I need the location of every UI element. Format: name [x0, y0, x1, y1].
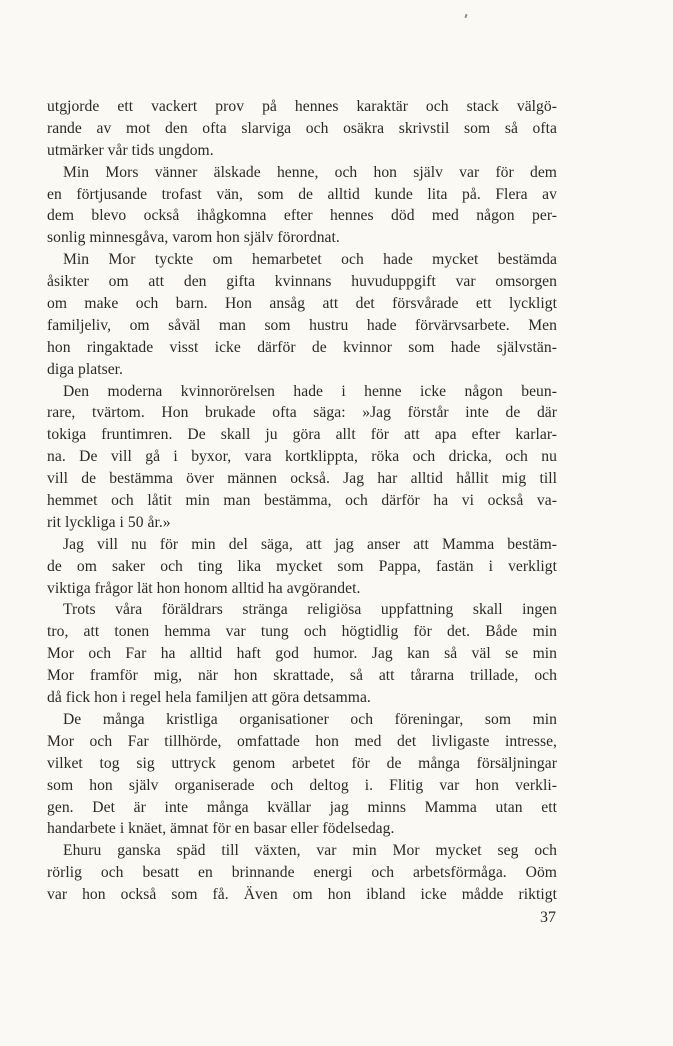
text-line: åsikter om att den gifta kvinnans huvuduppgift var omsorgen [47, 273, 557, 291]
text-line: rare, tvärtom. Hon brukade ofta säga: »Jag förstår inte de där [47, 404, 557, 422]
body-text [47, 96, 557, 906]
text-line: De många kristliga organisationer och föreningar, som min [63, 710, 557, 728]
text-line: rörlig och besatt en brinnande energi och arbetsförmåga. Oöm [47, 864, 557, 882]
text-line: vill de bestämma över männen också. Jag har alltid hållit mig till [47, 470, 557, 488]
text-line: Den moderna kvinnorörelsen hade i henne icke någon beun- [63, 382, 557, 400]
page-number: 37 [540, 909, 556, 926]
text-line: hon ringaktade visst icke därför de kvinnor som hade självstän- [47, 338, 557, 356]
text-line: Mor framför mig, när hon skrattade, så att tårarna trillade, och [47, 667, 557, 685]
text-line: Trots våra föräldrars stränga religiösa uppfattning skall ingen [63, 601, 557, 619]
text-line: Mor och Far tillhörde, omfattade hon med det livligaste intresse, [47, 732, 557, 750]
text-line: då fick hon i regel hela familjen att göra detsamma. [47, 689, 371, 707]
text-line: utmärker vår tids ungdom. [47, 141, 214, 159]
text-line: Min Mors vänner älskade henne, och hon själv var för dem [63, 163, 557, 181]
text-line: diga platser. [47, 360, 123, 378]
text-line: rande av mot den ofta slarviga och osäkra skrivstil som så ofta [47, 119, 557, 137]
text-line: hemmet och låtit min man bestämma, och därför ha vi också va- [47, 492, 557, 510]
text-line: handarbete i knäet, ämnat för en basar eller födelsedag. [47, 820, 395, 838]
text-line: var hon också som få. Även om hon ibland icke mådde riktigt [47, 886, 557, 904]
text-line: utgjorde ett vackert prov på hennes karaktär och stack välgö- [47, 98, 557, 115]
text-line: gen. Det är inte många kvällar jag minns Mamma utan ett [47, 798, 557, 816]
text-line: Min Mor tyckte om hemarbetet och hade mycket bestämda [63, 251, 557, 269]
text-line: om make och barn. Hon ansåg att det försvårade ett lyckligt [47, 295, 557, 313]
text-line: som hon själv organiserade och deltog i. Flitig var hon verkli- [47, 776, 557, 794]
text-line: familjeliv, om såväl man som hustru hade förvärvsarbete. Men [47, 316, 557, 334]
text-line: na. De vill gå i byxor, vara kortklippta, röka och dricka, och nu [47, 448, 557, 466]
text-line: en förtjusande trofast vän, som de alltid kunde lita på. Flera av [47, 185, 557, 203]
text-line: Ehuru ganska späd till växten, var min Mor mycket seg och [63, 842, 557, 860]
text-line: Jag vill nu för min del säga, att jag anser att Mamma bestäm- [63, 535, 557, 553]
text-line: viktiga frågor lät hon honom alltid ha avgörandet. [47, 579, 361, 597]
text-line: vilket tog sig uttryck genom arbetet för de många försäljningar [47, 754, 557, 772]
text-line: tokiga fruntimren. De skall ju göra allt för att apa efter karlar- [47, 426, 557, 444]
text-line: Mor och Far ha alltid haft god humor. Jag kan så väl se min [47, 645, 557, 663]
ink-speck [464, 14, 467, 18]
text-line: dem blevo också ihågkomna efter hennes död med någon per- [47, 207, 557, 225]
text-line: tro, att tonen hemma var tung och högtidlig för det. Både min [47, 623, 557, 641]
text-line: de om saker och ting lika mycket som Pappa, fastän i verkligt [47, 557, 557, 575]
text-line: rit lyckliga i 50 år.» [47, 513, 171, 531]
text-line: sonlig minnesgåva, varom hon själv förordnat. [47, 229, 340, 247]
